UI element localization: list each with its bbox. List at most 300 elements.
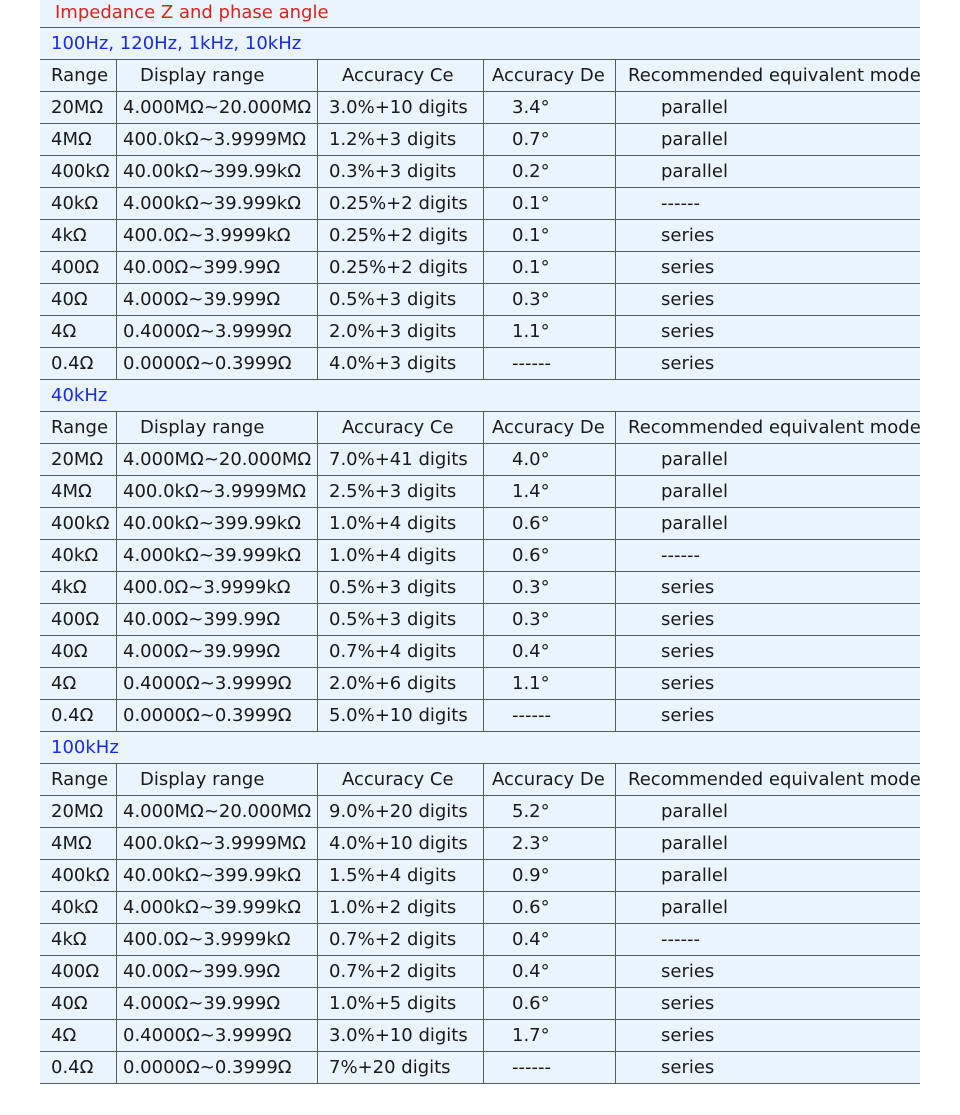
table-cell: 4.000Ω~39.999Ω <box>123 289 281 310</box>
column-divider <box>615 700 616 731</box>
table-cell: 0.3° <box>512 609 550 630</box>
column-divider <box>317 892 318 923</box>
column-divider <box>615 668 616 699</box>
column-divider <box>483 636 484 667</box>
table-cell: 4kΩ <box>51 929 87 950</box>
table-cell: 1.1° <box>512 321 550 342</box>
table-cell: parallel <box>661 865 728 886</box>
column-divider <box>317 60 318 91</box>
table-row <box>40 892 920 924</box>
table-cell: 0.6° <box>512 993 550 1014</box>
column-divider <box>615 860 616 891</box>
column-divider <box>317 796 318 827</box>
column-divider <box>483 572 484 603</box>
column-divider <box>317 1052 318 1083</box>
table-cell: series <box>661 257 715 278</box>
table-row <box>40 1052 920 1084</box>
column-divider <box>116 828 117 859</box>
column-divider <box>317 508 318 539</box>
column-divider <box>317 540 318 571</box>
column-divider <box>317 988 318 1019</box>
table-cell: 0.4° <box>512 641 550 662</box>
column-divider <box>483 284 484 315</box>
column-divider <box>483 476 484 507</box>
frequency-row <box>40 28 920 60</box>
column-header: Accuracy Ce <box>342 417 454 438</box>
table-cell: 7%+20 digits <box>329 1057 451 1078</box>
table-row <box>40 540 920 572</box>
table-cell: ------ <box>512 1057 551 1078</box>
table-cell: 400.0Ω~3.9999kΩ <box>123 577 291 598</box>
column-divider <box>116 668 117 699</box>
column-header: Accuracy Ce <box>342 769 454 790</box>
table-cell: 4MΩ <box>51 833 92 854</box>
column-divider <box>483 188 484 219</box>
column-divider <box>116 860 117 891</box>
table-cell: 40kΩ <box>51 897 99 918</box>
table-cell: 0.3° <box>512 577 550 598</box>
table-cell: 0.9° <box>512 865 550 886</box>
column-divider <box>615 412 616 443</box>
column-header: Recommended equivalent mode <box>628 65 921 86</box>
column-header: Accuracy Ce <box>342 65 454 86</box>
table-row <box>40 220 920 252</box>
column-divider <box>483 156 484 187</box>
column-divider <box>116 1052 117 1083</box>
table-cell: parallel <box>661 801 728 822</box>
table-cell: 4.0%+10 digits <box>329 833 468 854</box>
column-header: Accuracy De <box>492 769 605 790</box>
column-divider <box>317 924 318 955</box>
column-divider <box>317 412 318 443</box>
table-cell: ------ <box>661 545 700 566</box>
column-divider <box>483 796 484 827</box>
table-cell: 40.00kΩ~399.99kΩ <box>123 513 301 534</box>
column-divider <box>615 924 616 955</box>
column-divider <box>317 668 318 699</box>
column-divider <box>116 604 117 635</box>
table-row <box>40 124 920 156</box>
table-cell: 400Ω <box>51 257 100 278</box>
table-cell: 400.0Ω~3.9999kΩ <box>123 225 291 246</box>
column-divider <box>615 1052 616 1083</box>
column-divider <box>615 572 616 603</box>
column-divider <box>317 348 318 379</box>
table-cell: 1.0%+2 digits <box>329 897 457 918</box>
table-cell: 0.25%+2 digits <box>329 225 468 246</box>
column-divider <box>483 220 484 251</box>
column-divider <box>615 444 616 475</box>
column-divider <box>615 764 616 795</box>
table-cell: series <box>661 321 715 342</box>
table-cell: 0.4Ω <box>51 1057 94 1078</box>
table-cell: 0.5%+3 digits <box>329 609 457 630</box>
table-cell: 0.4000Ω~3.9999Ω <box>123 673 292 694</box>
table-cell: 40.00kΩ~399.99kΩ <box>123 161 301 182</box>
column-divider <box>116 924 117 955</box>
table-cell: 2.0%+3 digits <box>329 321 457 342</box>
table-cell: parallel <box>661 449 728 470</box>
table-row <box>40 668 920 700</box>
column-divider <box>116 796 117 827</box>
column-divider <box>317 444 318 475</box>
column-divider <box>116 412 117 443</box>
column-divider <box>615 796 616 827</box>
table-cell: series <box>661 225 715 246</box>
column-divider <box>615 252 616 283</box>
table-cell: 0.4000Ω~3.9999Ω <box>123 1025 292 1046</box>
table-cell: ------ <box>661 193 700 214</box>
header-row <box>40 412 920 444</box>
table-cell: 400kΩ <box>51 161 110 182</box>
table-cell: 0.6° <box>512 513 550 534</box>
column-divider <box>116 572 117 603</box>
table-row <box>40 700 920 732</box>
table-cell: 3.4° <box>512 97 550 118</box>
column-divider <box>116 124 117 155</box>
column-divider <box>483 316 484 347</box>
table-row <box>40 924 920 956</box>
column-divider <box>116 188 117 219</box>
column-divider <box>615 60 616 91</box>
table-cell: 4Ω <box>51 321 77 342</box>
table-cell: series <box>661 1025 715 1046</box>
column-header: Recommended equivalent mode <box>628 769 921 790</box>
table-cell: series <box>661 673 715 694</box>
column-divider <box>615 220 616 251</box>
column-divider <box>317 572 318 603</box>
table-cell: 0.4Ω <box>51 353 94 374</box>
column-divider <box>317 220 318 251</box>
column-divider <box>317 124 318 155</box>
column-divider <box>483 892 484 923</box>
table-cell: 400.0kΩ~3.9999MΩ <box>123 481 307 502</box>
table-row <box>40 348 920 380</box>
table-cell: series <box>661 1057 715 1078</box>
table-cell: ------ <box>661 929 700 950</box>
table-cell: 0.4° <box>512 929 550 950</box>
column-divider <box>483 668 484 699</box>
column-divider <box>483 604 484 635</box>
table-cell: 40kΩ <box>51 193 99 214</box>
column-header: Accuracy De <box>492 417 605 438</box>
table-row <box>40 92 920 124</box>
column-divider <box>615 508 616 539</box>
column-divider <box>116 508 117 539</box>
column-divider <box>317 92 318 123</box>
table-cell: 4.000MΩ~20.000MΩ <box>123 801 312 822</box>
table-cell: 20MΩ <box>51 449 104 470</box>
column-divider <box>483 700 484 731</box>
table-cell: 4.0° <box>512 449 550 470</box>
table-cell: 40kΩ <box>51 545 99 566</box>
table-cell: 0.5%+3 digits <box>329 289 457 310</box>
column-divider <box>317 252 318 283</box>
table-cell: 4kΩ <box>51 225 87 246</box>
column-divider <box>317 1020 318 1051</box>
column-divider <box>615 1020 616 1051</box>
table-row <box>40 988 920 1020</box>
table-cell: 1.0%+4 digits <box>329 545 457 566</box>
table-cell: 0.0000Ω~0.3999Ω <box>123 705 292 726</box>
table-cell: 0.4° <box>512 961 550 982</box>
table-cell: 400Ω <box>51 609 100 630</box>
table-cell: series <box>661 289 715 310</box>
column-divider <box>317 828 318 859</box>
table-row <box>40 156 920 188</box>
column-divider <box>483 92 484 123</box>
table-cell: 400kΩ <box>51 513 110 534</box>
table-cell: series <box>661 577 715 598</box>
column-divider <box>615 476 616 507</box>
table-cell: 1.5%+4 digits <box>329 865 457 886</box>
table-row <box>40 572 920 604</box>
column-divider <box>615 636 616 667</box>
table-cell: series <box>661 353 715 374</box>
table-title: Impedance Z and phase angle <box>55 2 329 23</box>
table-cell: 4Ω <box>51 1025 77 1046</box>
column-divider <box>483 828 484 859</box>
table-cell: 0.4000Ω~3.9999Ω <box>123 321 292 342</box>
column-divider <box>317 316 318 347</box>
column-divider <box>116 1020 117 1051</box>
column-header: Display range <box>140 769 265 790</box>
table-cell: 40.00Ω~399.99Ω <box>123 609 281 630</box>
table-cell: 400.0kΩ~3.9999MΩ <box>123 833 307 854</box>
column-divider <box>116 764 117 795</box>
column-divider <box>317 188 318 219</box>
table-cell: parallel <box>661 897 728 918</box>
column-divider <box>116 284 117 315</box>
table-cell: 4.000MΩ~20.000MΩ <box>123 97 312 118</box>
column-divider <box>116 540 117 571</box>
table-cell: 5.2° <box>512 801 550 822</box>
table-cell: ------ <box>512 705 551 726</box>
table-cell: series <box>661 961 715 982</box>
table-row <box>40 476 920 508</box>
column-header: Range <box>51 417 109 438</box>
table-cell: 2.5%+3 digits <box>329 481 457 502</box>
table-row <box>40 604 920 636</box>
table-cell: parallel <box>661 513 728 534</box>
column-divider <box>483 764 484 795</box>
table-cell: ------ <box>512 353 551 374</box>
table-cell: 1.0%+5 digits <box>329 993 457 1014</box>
table-cell: 0.25%+2 digits <box>329 193 468 214</box>
table-cell: 4.000Ω~39.999Ω <box>123 993 281 1014</box>
column-divider <box>483 444 484 475</box>
column-divider <box>116 444 117 475</box>
spec-table <box>40 0 920 1084</box>
column-divider <box>483 956 484 987</box>
column-divider <box>483 348 484 379</box>
column-divider <box>615 156 616 187</box>
table-row <box>40 188 920 220</box>
table-cell: 0.7° <box>512 129 550 150</box>
column-divider <box>483 508 484 539</box>
table-cell: 4.000MΩ~20.000MΩ <box>123 449 312 470</box>
column-divider <box>116 220 117 251</box>
column-divider <box>317 636 318 667</box>
table-cell: 2.3° <box>512 833 550 854</box>
table-cell: 400kΩ <box>51 865 110 886</box>
table-cell: 40.00Ω~399.99Ω <box>123 257 281 278</box>
table-cell: 1.4° <box>512 481 550 502</box>
table-cell: 1.1° <box>512 673 550 694</box>
table-cell: series <box>661 705 715 726</box>
table-cell: 40Ω <box>51 993 88 1014</box>
column-divider <box>483 540 484 571</box>
table-cell: parallel <box>661 97 728 118</box>
column-divider <box>116 316 117 347</box>
column-header: Display range <box>140 417 265 438</box>
table-cell: 0.25%+2 digits <box>329 257 468 278</box>
column-divider <box>615 124 616 155</box>
column-divider <box>615 604 616 635</box>
column-divider <box>116 476 117 507</box>
column-divider <box>317 700 318 731</box>
table-row <box>40 796 920 828</box>
frequency-label: 100kHz <box>51 737 119 758</box>
table-cell: 4kΩ <box>51 577 87 598</box>
column-divider <box>116 892 117 923</box>
table-title-row <box>40 0 920 28</box>
table-cell: 4Ω <box>51 673 77 694</box>
table-row <box>40 444 920 476</box>
table-row <box>40 860 920 892</box>
table-cell: 2.0%+6 digits <box>329 673 457 694</box>
table-cell: 40Ω <box>51 641 88 662</box>
table-cell: 4.000kΩ~39.999kΩ <box>123 545 301 566</box>
column-divider <box>483 124 484 155</box>
table-cell: series <box>661 993 715 1014</box>
column-divider <box>116 156 117 187</box>
frequency-row <box>40 380 920 412</box>
table-cell: 20MΩ <box>51 801 104 822</box>
table-cell: 40Ω <box>51 289 88 310</box>
column-divider <box>116 988 117 1019</box>
table-cell: 20MΩ <box>51 97 104 118</box>
table-cell: 3.0%+10 digits <box>329 1025 468 1046</box>
frequency-label: 100Hz, 120Hz, 1kHz, 10kHz <box>51 33 302 54</box>
column-divider <box>483 988 484 1019</box>
column-divider <box>317 956 318 987</box>
column-divider <box>483 60 484 91</box>
column-divider <box>615 284 616 315</box>
table-cell: parallel <box>661 481 728 502</box>
table-cell: 0.1° <box>512 257 550 278</box>
frequency-label: 40kHz <box>51 385 108 406</box>
column-divider <box>317 860 318 891</box>
column-divider <box>116 92 117 123</box>
column-divider <box>317 604 318 635</box>
column-divider <box>116 700 117 731</box>
table-cell: 0.0000Ω~0.3999Ω <box>123 1057 292 1078</box>
table-cell: 0.0000Ω~0.3999Ω <box>123 353 292 374</box>
column-divider <box>615 892 616 923</box>
table-row <box>40 828 920 860</box>
column-divider <box>317 156 318 187</box>
column-divider <box>615 956 616 987</box>
column-divider <box>116 60 117 91</box>
column-header: Range <box>51 65 109 86</box>
column-divider <box>483 860 484 891</box>
column-divider <box>116 348 117 379</box>
table-row <box>40 636 920 668</box>
column-divider <box>317 476 318 507</box>
table-cell: 0.1° <box>512 193 550 214</box>
column-divider <box>615 988 616 1019</box>
header-row <box>40 764 920 796</box>
table-cell: 0.3° <box>512 289 550 310</box>
table-cell: 0.7%+2 digits <box>329 961 457 982</box>
table-row <box>40 252 920 284</box>
table-cell: 1.2%+3 digits <box>329 129 457 150</box>
column-divider <box>317 764 318 795</box>
table-cell: 0.7%+4 digits <box>329 641 457 662</box>
column-divider <box>116 252 117 283</box>
table-cell: parallel <box>661 129 728 150</box>
table-cell: parallel <box>661 161 728 182</box>
table-cell: 0.7%+2 digits <box>329 929 457 950</box>
table-cell: 0.2° <box>512 161 550 182</box>
column-divider <box>615 828 616 859</box>
table-body <box>40 28 920 1084</box>
table-cell: 9.0%+20 digits <box>329 801 468 822</box>
table-cell: series <box>661 609 715 630</box>
table-cell: 40.00Ω~399.99Ω <box>123 961 281 982</box>
column-header: Range <box>51 769 109 790</box>
table-row <box>40 316 920 348</box>
table-cell: 400.0kΩ~3.9999MΩ <box>123 129 307 150</box>
column-divider <box>483 412 484 443</box>
table-cell: 3.0%+10 digits <box>329 97 468 118</box>
column-divider <box>317 284 318 315</box>
table-cell: 1.0%+4 digits <box>329 513 457 534</box>
table-cell: 0.5%+3 digits <box>329 577 457 598</box>
table-cell: 5.0%+10 digits <box>329 705 468 726</box>
table-cell: 0.1° <box>512 225 550 246</box>
column-divider <box>483 924 484 955</box>
frequency-row <box>40 732 920 764</box>
table-cell: 4MΩ <box>51 129 92 150</box>
table-cell: 0.6° <box>512 897 550 918</box>
table-cell: 0.4Ω <box>51 705 94 726</box>
column-divider <box>483 252 484 283</box>
table-row <box>40 508 920 540</box>
table-cell: 40.00kΩ~399.99kΩ <box>123 865 301 886</box>
table-cell: series <box>661 641 715 662</box>
column-header: Display range <box>140 65 265 86</box>
column-divider <box>483 1020 484 1051</box>
column-divider <box>615 540 616 571</box>
table-row <box>40 1020 920 1052</box>
table-cell: 4.000Ω~39.999Ω <box>123 641 281 662</box>
table-cell: 0.3%+3 digits <box>329 161 457 182</box>
column-divider <box>116 956 117 987</box>
header-row <box>40 60 920 92</box>
column-divider <box>615 316 616 347</box>
table-cell: 4.000kΩ~39.999kΩ <box>123 897 301 918</box>
column-divider <box>116 636 117 667</box>
table-row <box>40 956 920 988</box>
table-cell: parallel <box>661 833 728 854</box>
column-header: Accuracy De <box>492 65 605 86</box>
table-cell: 7.0%+41 digits <box>329 449 468 470</box>
column-divider <box>615 348 616 379</box>
column-divider <box>615 188 616 219</box>
table-cell: 400.0Ω~3.9999kΩ <box>123 929 291 950</box>
